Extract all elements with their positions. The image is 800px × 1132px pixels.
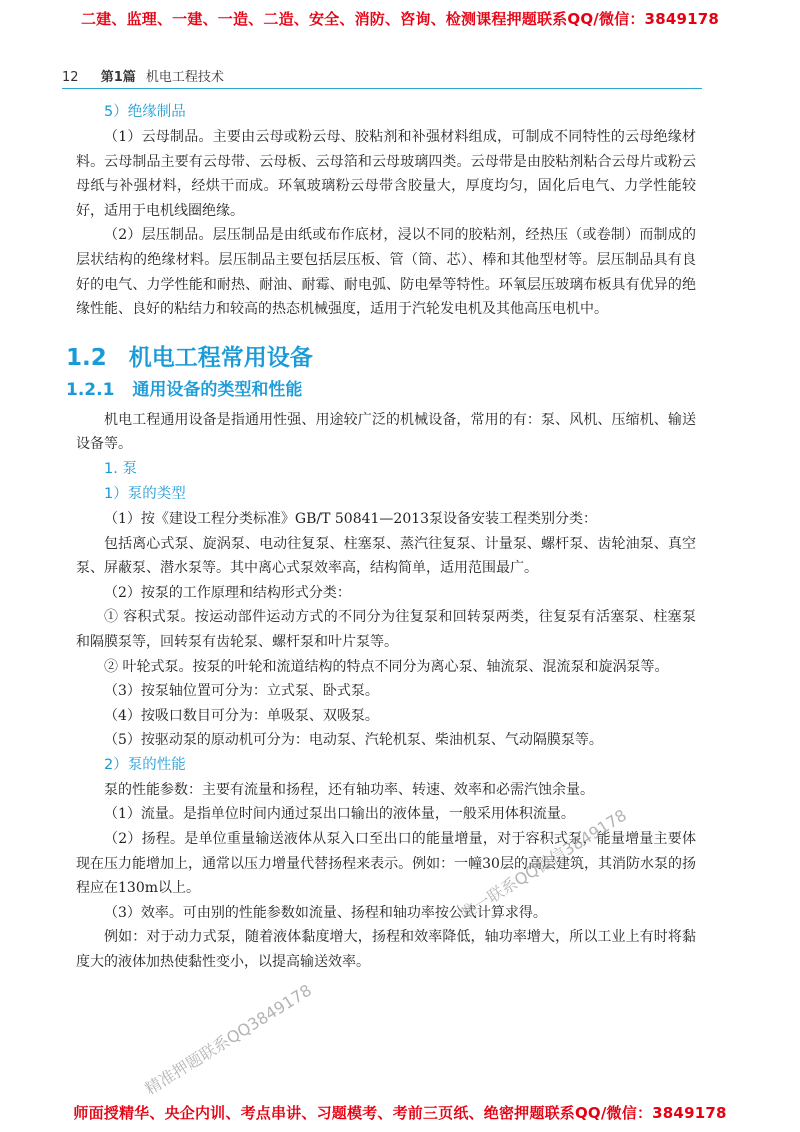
pump-type-4: （4）按吸口数目可分为：单吸泵、双吸泵。	[104, 707, 379, 724]
laminate-paragraph: （2）层压制品。层压制品是由纸或布作底材，浸以不同的胶粘剂，经热压（或卷制）而制成的层状结构的绝缘材料。层压制品主要包括层压板、管（筒、芯）、棒和其他型材等。层压制品具有良好的电气、力学性能和耐热、耐油、耐霉、耐电弧、防电晕等特性。环氧层压玻璃布板具有优异的绝缘性能、良好的粘结力和较高的热态机械强度，适用于汽轮发电机及其他高压电机中。	[76, 227, 696, 318]
pump-type-3: （3）按泵轴位置可分为：立式泵、卧式泵。	[104, 683, 379, 700]
pump-heading: 1. 泵	[104, 460, 137, 477]
pump-type-5: （5）按驱动泵的原动机可分为：电动泵、汽轮机泵、柴油机泵、气动隔膜泵等。	[104, 732, 603, 749]
subsection-title: 通用设备的类型和性能	[132, 379, 303, 400]
pump-performance-example: 例如：对于动力式泵，随着液体黏度增大，扬程和效率降低，轴功率增大，所以工业上有时将黏度大的液体加热使黏性变小，以提高输送效率。	[76, 929, 696, 971]
running-head	[62, 66, 224, 85]
pump-performance-intro: 泵的性能参数：主要有流量和扬程，还有轴功率、转速、效率和必需汽蚀余量。	[104, 781, 594, 798]
pump-type-1: （1）按《建设工程分类标准》GB/T 50841—2013泵设备安装工程类别分类：	[104, 510, 598, 527]
pump-type-2-b: ② 叶轮式泵。按泵的叶轮和流道结构的特点不同分为离心泵、轴流泵、混流泵和旋涡泵等。	[104, 658, 669, 675]
pump-performance-efficiency: （3）效率。可由别的性能参数如流量、扬程和轴功率按公式计算求得。	[104, 904, 547, 921]
subsection-number: 1.2.1	[66, 379, 115, 400]
insulation-heading: 5）绝缘制品	[104, 104, 186, 120]
mica-paragraph: （1）云母制品。主要由云母或粉云母、胶粘剂和补强材料组成，可制成不同特性的云母绝缘材料。云母制品主要有云母带、云母板、云母箔和云母玻璃四类。云母带是由胶粘剂粘合云母片或粉云母纸与补强材料，经烘干而成。环氧玻璃粉云母带含胶量大，厚度均匀，固化后电气、力学性能较好，适用于电机线圈绝缘。	[76, 129, 696, 219]
page-content	[66, 100, 696, 975]
pump-performance-head: （2）扬程。是单位重量输送液体从泵入口至出口的能量增量，对于容积式泵，能量增量主要体现在压力能增加上，通常以压力增量代替扬程来表示。例如：一幢30层的高层建筑，其消防水泵的扬程应在130m以上。	[76, 831, 696, 897]
section-heading-1-2	[66, 340, 696, 376]
part-label: 第1篇	[100, 70, 136, 85]
watermark-text: 唯一联系QQ微信3849178	[456, 805, 630, 924]
top-promo-banner: 二建、监理、一建、一造、二造、安全、消防、咨询、检测课程押题联系QQ/微信：3849178	[80, 10, 720, 28]
section-title: 机电工程常用设备	[128, 344, 313, 371]
pump-types-heading: 1）泵的类型	[104, 485, 186, 502]
pump-performance-heading: 2）泵的性能	[104, 756, 186, 773]
part-title: 机电工程技术	[145, 70, 224, 85]
intro-paragraph: 机电工程通用设备是指通用性强、用途较广泛的机械设备，常用的有：泵、风机、压缩机、输送设备等。	[76, 411, 696, 453]
page-number: 12	[62, 70, 79, 85]
section-number: 1.2	[66, 344, 107, 371]
section-heading-1-2-1	[66, 376, 696, 404]
pump-performance-flow: （1）流量。是指单位时间内通过泵出口输出的液体量，一般采用体积流量。	[104, 806, 575, 823]
pump-type-2: （2）按泵的工作原理和结构形式分类：	[104, 584, 351, 601]
pump-type-1-detail: 包括离心式泵、旋涡泵、电动往复泵、柱塞泵、蒸汽往复泵、计量泵、螺杆泵、齿轮油泵、真空泵、屏蔽泵、潜水泵等。其中离心式泵效率高，结构简单，适用范围最广。	[76, 535, 696, 577]
pump-type-2-a: ① 容积式泵。按运动部件运动方式的不同分为往复泵和回转泵两类，往复泵有活塞泵、柱塞泵和隔膜泵等，回转泵有齿轮泵、螺杆泵和叶片泵等。	[76, 609, 696, 650]
watermark-text: 精准押题联系QQ3849178	[141, 980, 315, 1099]
bottom-promo-banner: 师面授精华、央企内训、考点串讲、习题模考、考前三页纸、绝密押题联系QQ/微信：3849178	[73, 1104, 727, 1122]
header-rule	[62, 88, 702, 89]
